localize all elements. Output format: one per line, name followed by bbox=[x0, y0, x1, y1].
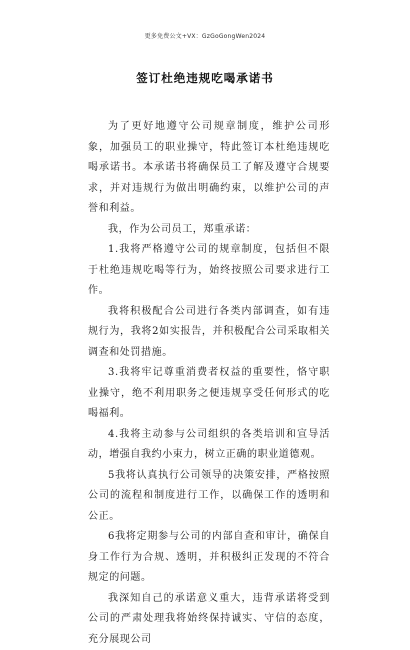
paragraph-pledge-opening: 我，作为公司员工，郑重承诺： bbox=[88, 220, 330, 241]
document-title: 签订杜绝违规吃喝承诺书 bbox=[0, 70, 410, 86]
paragraph-item-5: 5我将认真执行公司领导的决策安排，严格按照公司的流程和制度进行工作，以确保工作的透明和公正。 bbox=[88, 466, 330, 528]
paragraph-item-6: 6我将定期参与公司的内部自查和审计，确保自身工作行为合规、透明，并积极纠正发现的不符合规定的问题。 bbox=[88, 527, 330, 589]
paragraph-item-2: 我将积极配合公司进行各类内部调查，如有违规行为，我将2如实报告，并积极配合公司采取相关调查和处罚措施。 bbox=[88, 302, 330, 364]
document-body bbox=[88, 117, 330, 650]
paragraph-closing: 我深知自己的承诺意义重大，违背承诺将受到公司的严肃处理我将始终保持诚实、守信的态度，充分展现公司 bbox=[88, 589, 330, 650]
header-note: 更多免费公文+VX：GzGoGongWen2024 bbox=[0, 31, 410, 40]
paragraph-intro: 为了更好地遵守公司规章制度，维护公司形象，加强员工的职业操守，特此签订本杜绝违规吃喝承诺书。本承诺书将确保员工了解及遵守合规要求，并对违规行为做出明确约束，以维护公司的声誉和利益。 bbox=[88, 117, 330, 220]
paragraph-item-4: 4.我将主动参与公司组织的各类培训和宣导活动，增强自我约小束力，树立正确的职业道德观。 bbox=[88, 425, 330, 466]
paragraph-item-3: 3.我将牢记尊重消费者权益的重要性，恪守职业操守，绝不利用职务之便违规享受任何形式的吃喝福利。 bbox=[88, 363, 330, 425]
paragraph-item-1: 1.我将严格遵守公司的规章制度，包括但不限于杜绝违规吃喝等行为，始终按照公司要求进行工作。 bbox=[88, 240, 330, 302]
